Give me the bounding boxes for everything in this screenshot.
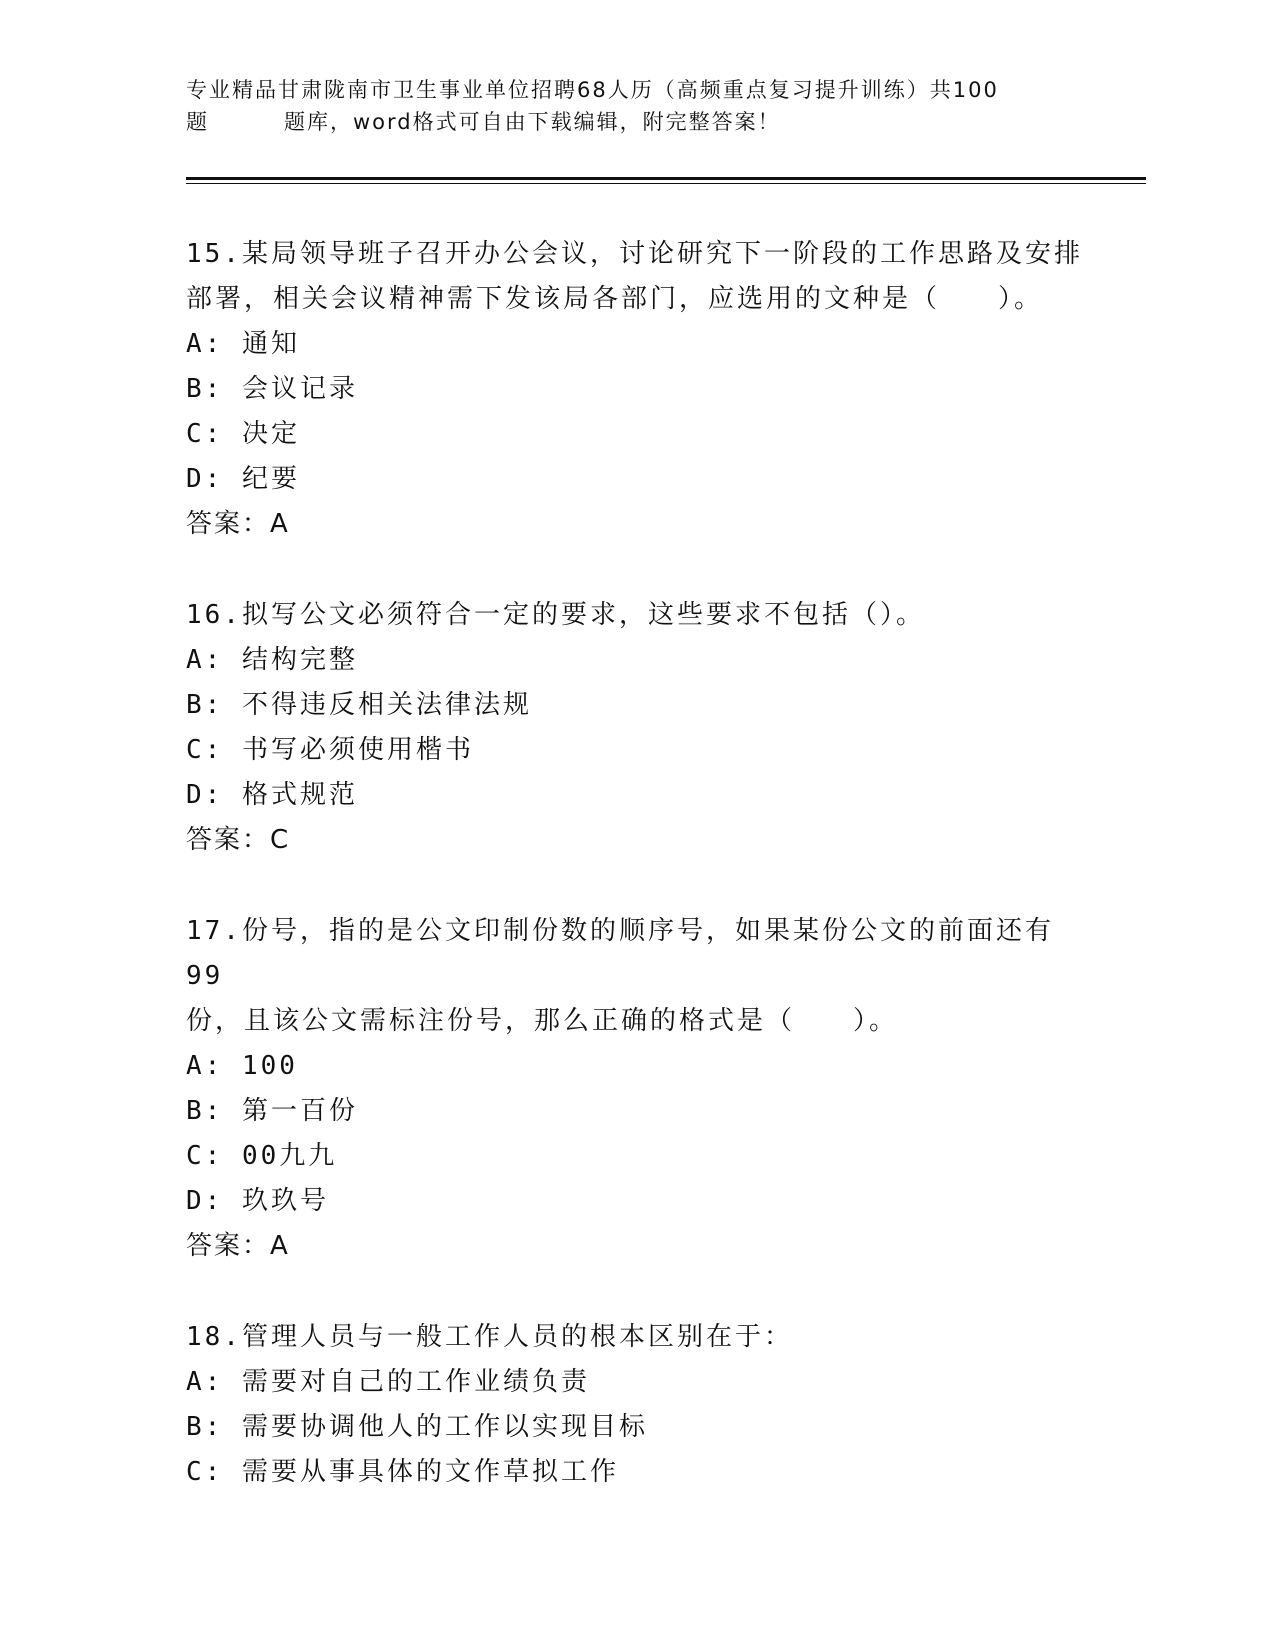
header-title-line2-right: 题库，word格式可自由下载编辑，附完整答案！ <box>284 110 781 134</box>
header-title-line2 <box>186 106 1066 138</box>
question-stem-continued: 份，且该公文需标注份号，那么正确的格式是（ ）。 <box>186 1006 899 1036</box>
question-stem: 17.份号，指的是公文印制份数的顺序号，如果某份公文的前面还有99 <box>186 916 1054 991</box>
question-list <box>186 232 1086 1541</box>
option-b: B: 会议记录 <box>186 374 358 404</box>
answer-label: 答案：A <box>186 509 290 539</box>
option-c: C: 需要从事具体的文作草拟工作 <box>186 1457 619 1487</box>
question-stem: 15.某局领导班子召开办公会议，讨论研究下一阶段的工作思路及安排 <box>186 239 1083 269</box>
option-b: B: 不得违反相关法律法规 <box>186 690 532 720</box>
question-17 <box>186 909 1086 1269</box>
option-a: A: 结构完整 <box>186 645 358 675</box>
answer-label: 答案：C <box>186 825 291 855</box>
header-divider-thin <box>186 183 1146 184</box>
option-d: D: 纪要 <box>186 464 300 494</box>
option-a: A: 通知 <box>186 329 300 359</box>
question-18 <box>186 1315 1086 1495</box>
header-divider-thick <box>186 177 1146 180</box>
option-d: D: 玖玖号 <box>186 1186 329 1216</box>
question-15 <box>186 232 1086 547</box>
question-stem: 16.拟写公文必须符合一定的要求，这些要求不包括（）。 <box>186 600 925 630</box>
question-16 <box>186 593 1086 863</box>
option-d: D: 格式规范 <box>186 780 358 810</box>
page-header <box>186 74 1066 138</box>
option-c: C: 决定 <box>186 419 300 449</box>
option-c: C: 书写必须使用楷书 <box>186 735 474 765</box>
option-b: B: 需要协调他人的工作以实现目标 <box>186 1412 648 1442</box>
header-title-line2-left: 题 <box>186 110 209 134</box>
header-title-line1: 专业精品甘肃陇南市卫生事业单位招聘68人历（高频重点复习提升训练）共100 <box>186 78 999 102</box>
answer-label: 答案：A <box>186 1231 290 1261</box>
question-stem-continued: 部署，相关会议精神需下发该局各部门，应选用的文种是（ ）。 <box>186 284 1044 314</box>
option-c: C: 00九九 <box>186 1141 338 1171</box>
question-stem: 18.管理人员与一般工作人员的根本区别在于： <box>186 1322 793 1352</box>
option-a: A: 100 <box>186 1051 298 1081</box>
option-a: A: 需要对自己的工作业绩负责 <box>186 1367 590 1397</box>
option-b: B: 第一百份 <box>186 1096 358 1126</box>
